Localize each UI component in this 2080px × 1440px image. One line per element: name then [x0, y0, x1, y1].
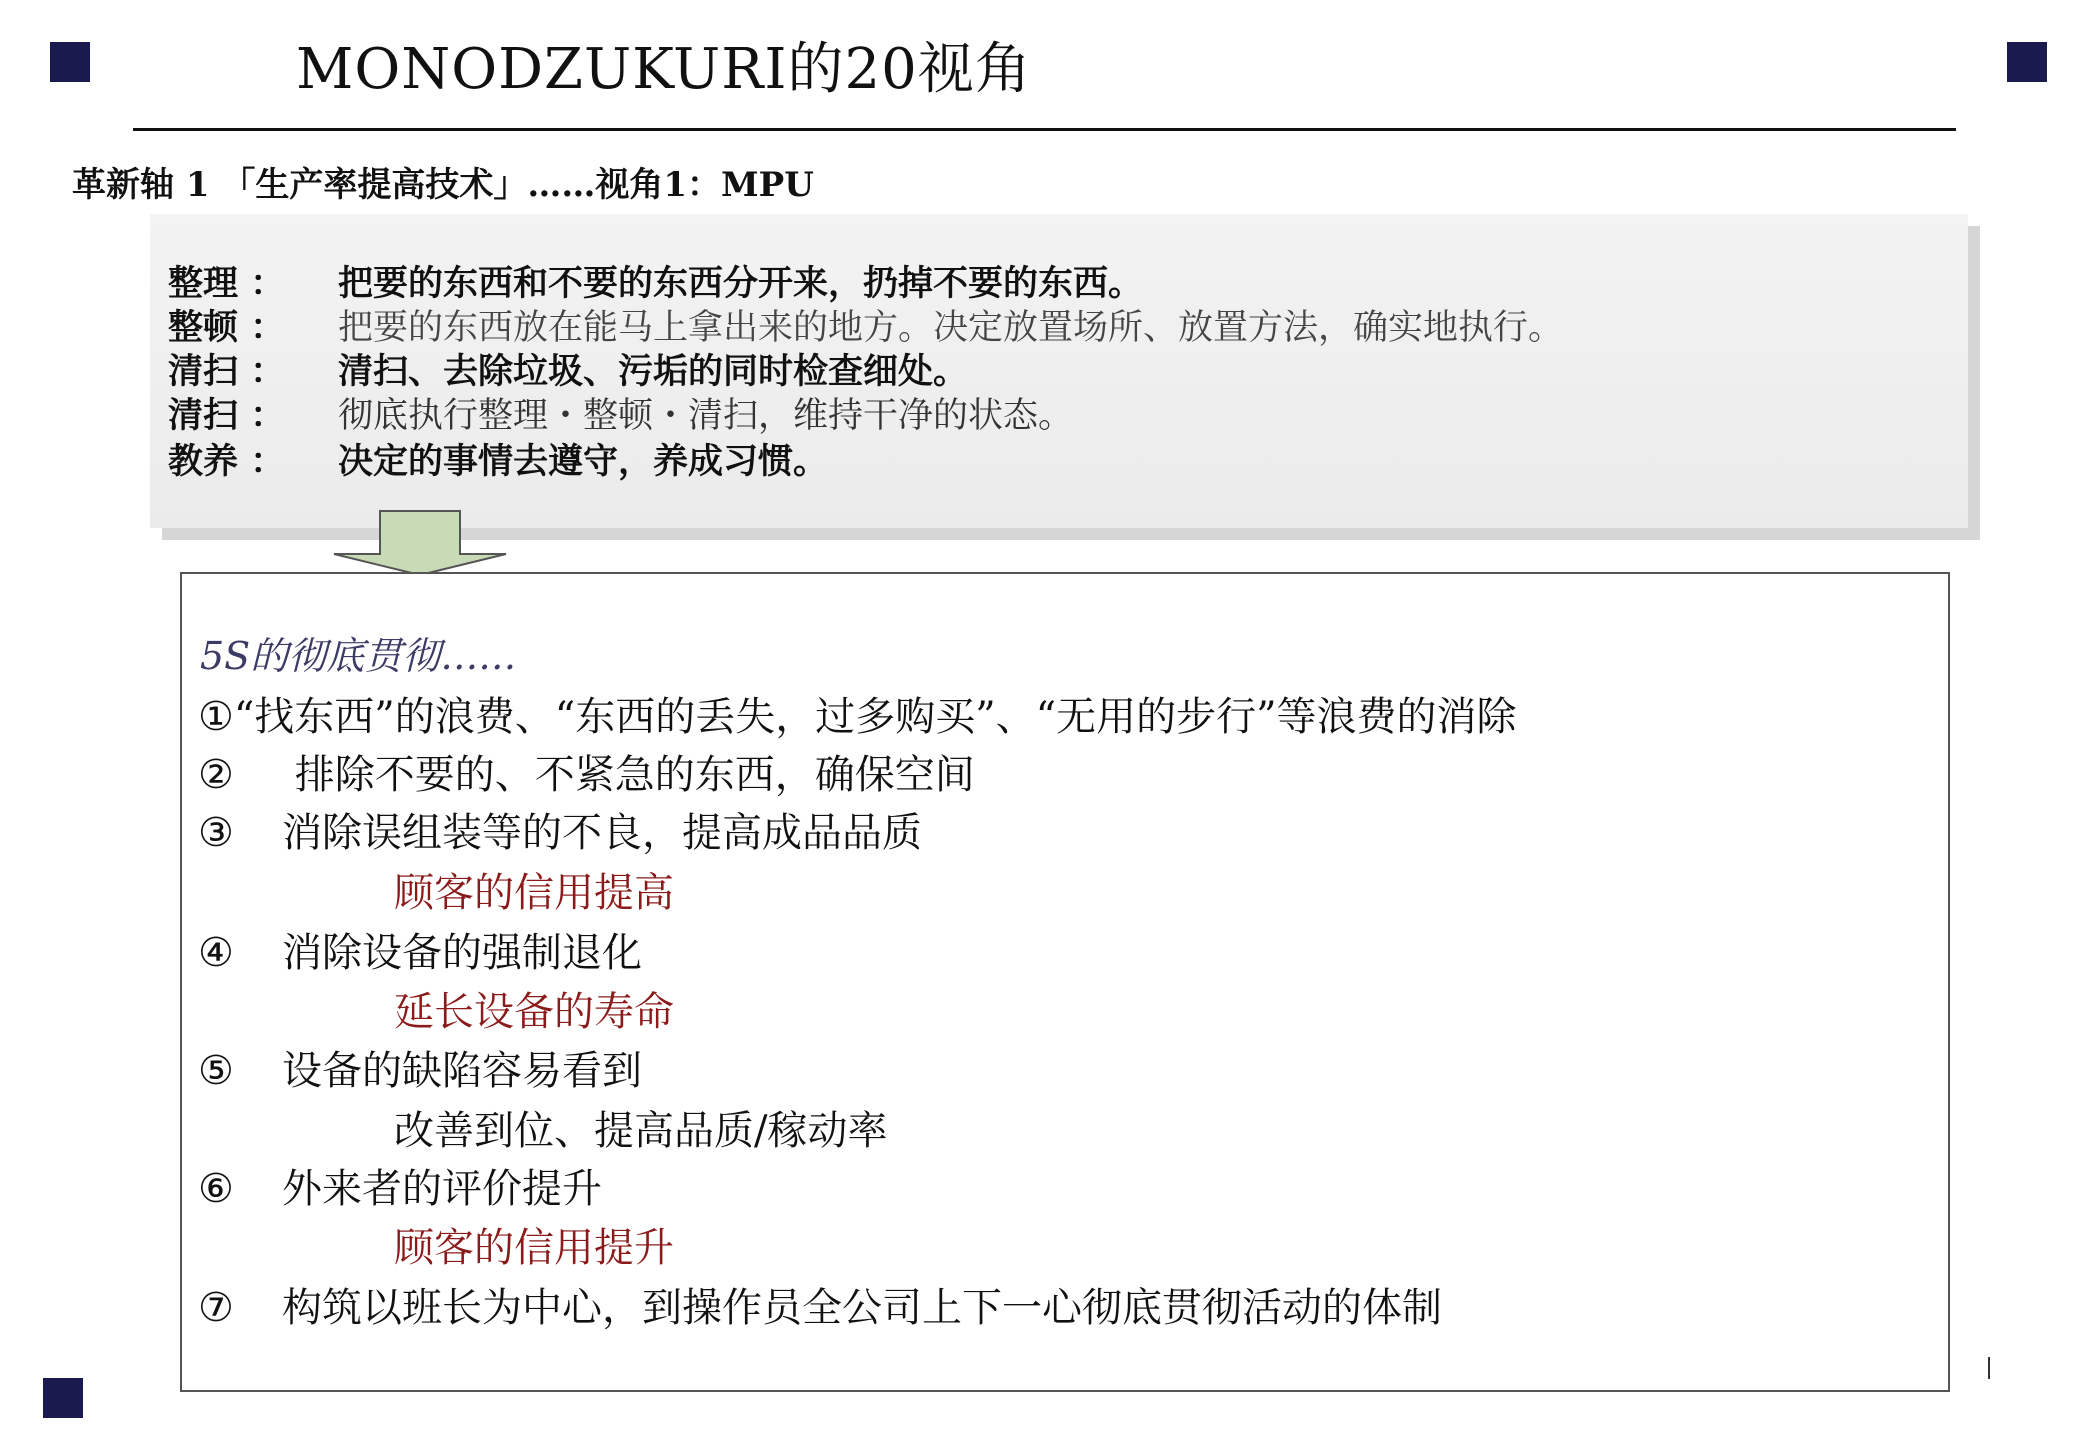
benefit-outcome: 顾客的信用提高 — [394, 870, 674, 916]
section-subtitle: 革新轴 1 「生产率提高技术」……视角1：MPU — [72, 165, 814, 205]
benefits-heading: 5S的彻底贯彻…… — [200, 634, 517, 678]
benefit-item — [198, 806, 922, 860]
benefit-item — [198, 690, 1517, 744]
five-s-row-seiketsu — [168, 394, 1073, 438]
five-s-term: 整顿 ： — [168, 307, 286, 348]
benefit-text: 外来者的评价提升 — [282, 1166, 602, 1212]
five-s-definition: 彻底执行整理・整顿・清扫，维持干净的状态。 — [338, 396, 1074, 436]
down-arrow-icon — [330, 510, 510, 576]
five-s-row-seiton — [168, 306, 1563, 350]
five-s-row-shitsuke — [168, 440, 828, 484]
five-s-row-seiso — [168, 350, 968, 394]
corner-square-top-right — [2007, 42, 2047, 82]
five-s-definition: 把要的东西放在能马上拿出来的地方。决定放置场所、放置方法，确实地执行。 — [338, 308, 1564, 348]
benefit-text: 消除误组装等的不良，提高成品品质 — [282, 810, 922, 856]
edge-mark — [1988, 1357, 1990, 1379]
five-s-term: 清扫 ： — [168, 351, 286, 392]
benefit-number: ② — [198, 752, 234, 798]
benefit-outcome: 改善到位、提高品质/稼动率 — [394, 1108, 888, 1154]
benefit-number: ⑤ — [198, 1048, 234, 1094]
benefit-text: “找东西”的浪费、“东西的丢失，过多购买”、“无用的步行”等浪费的消除 — [233, 694, 1517, 740]
five-s-term: 教养 ： — [168, 441, 286, 482]
five-s-row-seiri — [168, 262, 1143, 306]
five-s-term: 清扫 ： — [168, 395, 286, 436]
benefit-item — [198, 1281, 1442, 1335]
benefit-item — [198, 926, 642, 980]
benefit-item — [198, 748, 975, 802]
benefit-text: 排除不要的、不紧急的东西，确保空间 — [282, 752, 975, 798]
page-title: MONODZUKURI的20视角 — [296, 37, 1032, 102]
benefit-text: 设备的缺陷容易看到 — [282, 1048, 642, 1094]
five-s-definition: 清扫、去除垃圾、污垢的同时检查细处。 — [338, 351, 969, 392]
benefit-number: ⑦ — [198, 1285, 234, 1331]
benefit-number: ⑥ — [198, 1166, 234, 1212]
title-divider — [133, 128, 1956, 131]
benefit-text: 消除设备的强制退化 — [282, 930, 642, 976]
five-s-definition: 把要的东西和不要的东西分开来，扔掉不要的东西。 — [338, 263, 1144, 304]
benefit-text: 构筑以班长为中心，到操作员全公司上下一心彻底贯彻活动的体制 — [282, 1285, 1442, 1331]
corner-square-top-left — [50, 42, 90, 82]
benefit-number: ④ — [198, 930, 234, 976]
benefit-item — [198, 1044, 642, 1098]
corner-square-bottom-left — [43, 1378, 83, 1418]
benefit-number: ① — [198, 694, 234, 740]
benefit-outcome: 延长设备的寿命 — [394, 989, 674, 1035]
five-s-definition: 决定的事情去遵守，养成习惯。 — [338, 441, 829, 482]
benefit-outcome: 顾客的信用提升 — [394, 1225, 674, 1271]
five-s-term: 整理 ： — [168, 263, 286, 304]
benefit-item — [198, 1162, 602, 1216]
benefit-number: ③ — [198, 810, 234, 856]
